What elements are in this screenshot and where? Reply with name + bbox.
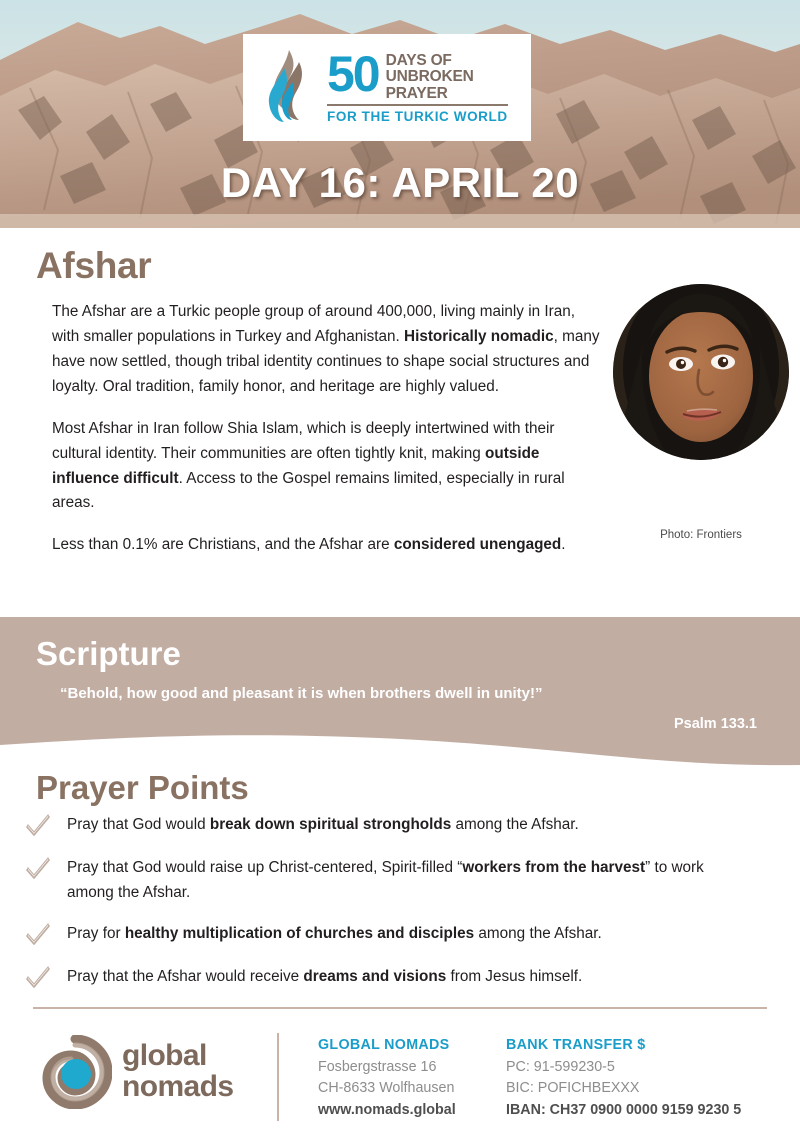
page-title: DAY 16: APRIL 20 xyxy=(220,159,580,206)
global-nomads-logo xyxy=(38,1035,233,1109)
check-icon xyxy=(24,966,52,992)
logo-line-1: DAYS OF xyxy=(385,52,452,70)
footer-column-heading: GLOBAL NOMADS xyxy=(318,1037,450,1053)
portrait-photo xyxy=(613,284,789,460)
footer-line: CH-8633 Wolfhausen xyxy=(318,1080,455,1097)
footer-line: Fosbergstrasse 16 xyxy=(318,1058,437,1075)
prayer-point-text xyxy=(67,965,747,990)
logo-line-3: PRAYER xyxy=(385,84,448,102)
description-paragraph xyxy=(52,417,600,517)
description-text xyxy=(52,300,600,558)
paragraph-text: Most Afshar in Iran follow Shia Islam, which is deeply intertwined with their cultural identity. Their communities are often tightly knit, making xyxy=(52,419,555,462)
prayer-points-list xyxy=(24,813,764,1008)
prayer-point-item xyxy=(24,965,764,992)
prayer-point-text: Pray for xyxy=(67,924,125,942)
prayer-point-text: among the Afshar. xyxy=(474,924,602,942)
check-icon xyxy=(24,857,52,883)
scripture-reference: Psalm 133.1 xyxy=(673,716,757,732)
prayer-point-item xyxy=(24,922,764,949)
brand-line-1: global xyxy=(122,1039,207,1073)
prayer-point-item xyxy=(24,813,764,840)
prayer-point-text: from Jesus himself. xyxy=(446,967,583,985)
footer-vertical-divider xyxy=(277,1033,279,1121)
prayer-point-emphasis: break down spiritual strongholds xyxy=(209,816,452,833)
paragraph-text: Less than 0.1% are Christians, and the Afshar are xyxy=(52,536,394,554)
description-paragraph xyxy=(52,300,600,400)
people-group-heading: Afshar xyxy=(36,245,152,286)
logo-number: 50 xyxy=(327,46,379,103)
prayer-points-heading: Prayer Points xyxy=(36,769,249,806)
description-paragraph xyxy=(52,533,600,558)
check-icon xyxy=(24,923,52,949)
prayer-point-text: Pray that God would raise up Christ-centered, Spirit-filled “ xyxy=(67,859,463,876)
swirl-circle-icon xyxy=(38,1035,112,1109)
paragraph-text: . Access to the Gospel remains limited, especially in rural areas. xyxy=(52,469,565,512)
flame-icon xyxy=(259,48,317,128)
prayer-point-text xyxy=(67,922,747,947)
prayer-point-emphasis: healthy multiplication of churches and disciples xyxy=(124,924,475,942)
check-icon xyxy=(24,814,52,840)
paragraph-emphasis: considered unengaged xyxy=(393,536,562,554)
prayer-point-text: Pray that God would xyxy=(67,816,210,833)
logo-divider xyxy=(327,104,508,106)
prayer-point-text xyxy=(67,813,747,838)
hero-banner xyxy=(0,0,800,228)
paragraph-text: , many have now settled, though tribal identity continues to shape social structures and loyalty. Oral tradition, family honor, and heritage are highly valued. xyxy=(52,327,600,395)
footer-line: PC: 91-599230-5 xyxy=(506,1058,615,1075)
paragraph-emphasis: Historically nomadic xyxy=(404,327,554,345)
footer-line: BIC: POFICHBEXXX xyxy=(506,1080,640,1097)
prayer-point-text: among the Afshar. xyxy=(451,816,579,833)
footer-column-bank xyxy=(506,1035,741,1122)
footer-column-heading: BANK TRANSFER $ xyxy=(506,1037,646,1053)
paragraph-text: . xyxy=(561,536,566,554)
prayer-point-emphasis: dreams and visions xyxy=(303,967,447,985)
brand-line-2: nomads xyxy=(122,1070,234,1103)
prayer-point-text: Pray that the Afshar would receive xyxy=(67,967,304,985)
footer xyxy=(0,1025,800,1132)
woman-portrait-illustration xyxy=(613,284,789,460)
scripture-heading: Scripture xyxy=(36,635,181,672)
photo-credit: Photo: Frontiers xyxy=(660,529,742,541)
paragraph-emphasis: outside influence difficult xyxy=(52,444,540,487)
paragraph-text: The Afshar are a Turkic people group of around 400,000, living mainly in Iran, with smaller populations in Turkey and Afghanistan. xyxy=(52,303,575,345)
fifty-days-logo xyxy=(243,34,531,141)
scripture-quote: “Behold, how good and pleasant it is when brothers dwell in unity!” xyxy=(60,685,543,702)
footer-column-address xyxy=(318,1035,456,1122)
prayer-point-text xyxy=(67,856,747,906)
prayer-point-item xyxy=(24,856,764,906)
logo-line-2: UNBROKEN xyxy=(385,68,474,86)
footer-line-strong: IBAN: CH37 0900 0000 9159 9230 5 xyxy=(506,1102,742,1119)
prayer-point-text: ” to work among the Afshar. xyxy=(67,859,704,901)
logo-tagline: FOR THE TURKIC WORLD xyxy=(327,108,508,124)
prayer-point-emphasis: workers from the harvest xyxy=(462,859,646,876)
footer-line-strong[interactable]: www.nomads.global xyxy=(318,1102,456,1119)
scripture-section xyxy=(0,617,800,782)
